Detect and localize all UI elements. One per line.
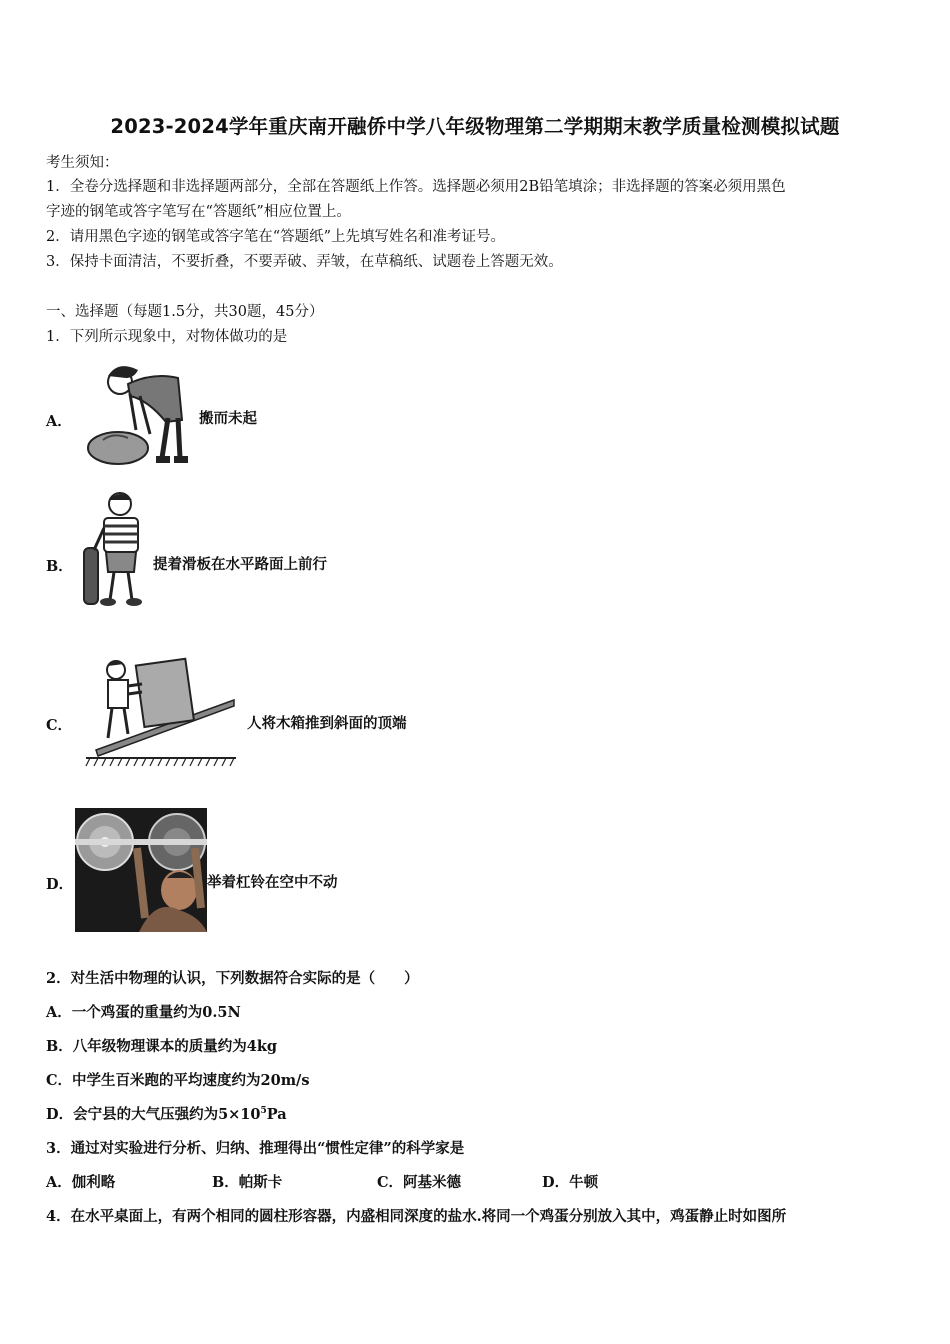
question-1-stem: 1．下列所示现象中，对物体做功的是: [46, 329, 288, 345]
question-2-stem: 2．对生活中物理的认识，下列数据符合实际的是（ ）: [46, 970, 419, 987]
q2-option-d-prefix: D．会宁县的大气压强约为5×10: [46, 1106, 261, 1123]
q2-option-d: [46, 1105, 287, 1125]
q2-option-c: C．中学生百米跑的平均速度约为20m/s: [46, 1072, 310, 1089]
q1-option-c-text: 人将木箱推到斜面的顶端: [247, 715, 407, 732]
q2-option-a: A．一个鸡蛋的重量约为0.5N: [46, 1004, 241, 1021]
q2-option-d-unit: Pa: [266, 1106, 287, 1123]
q1-option-a-label: A．: [46, 413, 72, 430]
notice-line-3: 3．保持卡面清洁，不要折叠，不要弄破、弄皱，在草稿纸、试题卷上答题无效。: [46, 254, 563, 270]
page-title: 2023-2024学年重庆南开融侨中学八年级物理第二学期期末教学质量检测模拟试题: [110, 115, 840, 138]
notice-line-1a: 1．全卷分选择题和非选择题两部分，全部在答题纸上作答。选择题必须用2B铅笔填涂；非选择题的答案必须用黑色: [46, 179, 786, 195]
weightlifter-barbell-photo: [75, 808, 207, 932]
bending-person-rock-illustration: [78, 360, 194, 468]
notice-heading: 考生须知：: [46, 155, 119, 171]
q2-option-b: B．八年级物理课本的质量约为4kg: [46, 1038, 278, 1055]
notice-line-2: 2．请用黑色字迹的钢笔或答字笔在“答题纸”上先填写姓名和准考证号。: [46, 229, 506, 245]
notice-line-1b: 字迹的钢笔或答字笔写在“答题纸”相应位置上。: [46, 204, 351, 220]
q3-option-d: D．牛顿: [542, 1174, 599, 1191]
person-pushing-box-up-ramp-illustration: [84, 654, 240, 770]
q3-option-b: B．帕斯卡: [212, 1174, 283, 1191]
q1-option-b-text: 提着滑板在水平路面上前行: [153, 556, 327, 573]
question-3-stem: 3．通过对实验进行分析、归纳、推理得出“惯性定律”的科学家是: [46, 1140, 465, 1157]
q1-option-c-label: C．: [46, 717, 73, 734]
q3-option-a: A．伽利略: [46, 1174, 116, 1191]
q1-option-d-label: D．: [46, 876, 74, 893]
q1-option-d-text: 举着杠铃在空中不动: [207, 874, 338, 891]
q1-option-b-label: B．: [46, 558, 73, 575]
question-4-stem: 4．在水平桌面上，有两个相同的圆柱形容器，内盛相同深度的盐水.将同一个鸡蛋分别放入其中，鸡蛋静止时如图所: [46, 1208, 787, 1225]
q3-option-c: C．阿基米德: [377, 1174, 462, 1191]
q2-option-d-exponent: 5: [260, 1106, 267, 1117]
q1-option-a-text: 搬而未起: [199, 410, 257, 427]
section-heading: 一、选择题（每题1.5分，共30题，45分）: [46, 304, 324, 320]
boy-carrying-skateboard-illustration: [80, 488, 150, 612]
